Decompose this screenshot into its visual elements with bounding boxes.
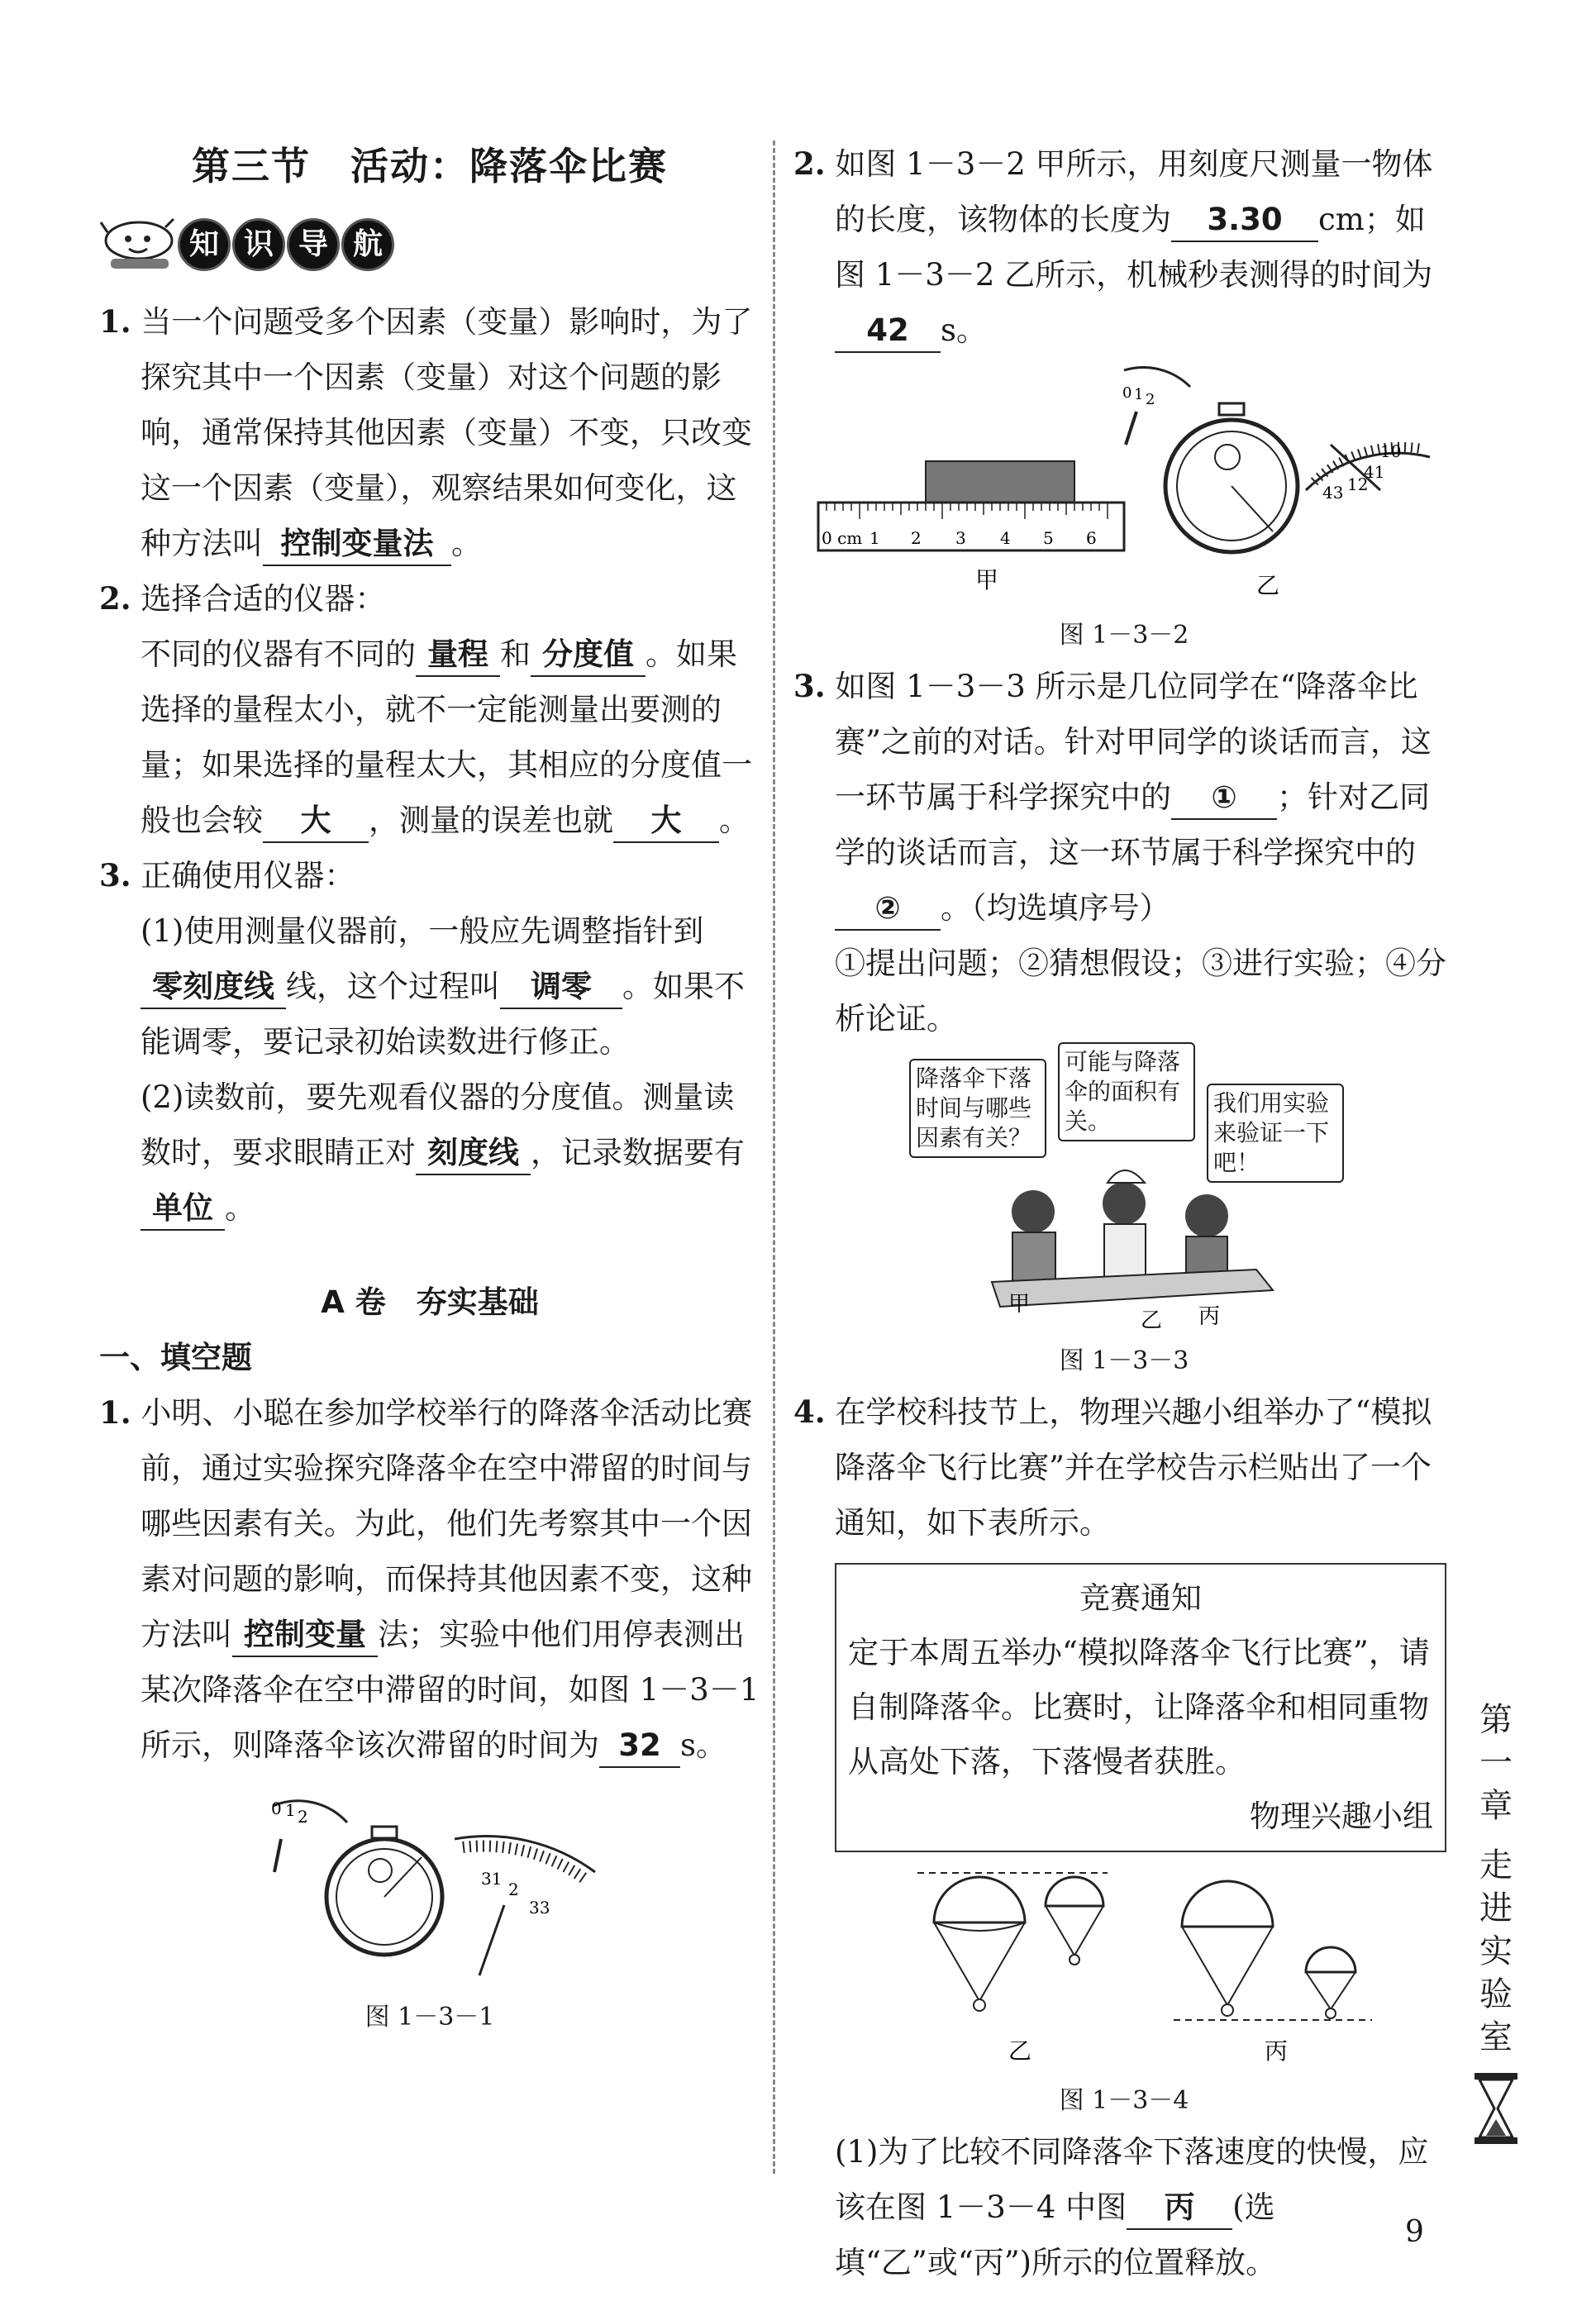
item-text: (1)使用测量仪器前，一般应先调整指针到 (141, 913, 704, 949)
question-number: 2. (793, 145, 826, 182)
item-text: (2)读数前，要先观看仪器的分度值。测量读数时，要求眼睛正对 (141, 1079, 735, 1170)
dial-tick-label: 43 (1322, 483, 1344, 503)
hourglass-icon (1467, 2071, 1525, 2156)
badge-char: 识 (232, 218, 285, 271)
part-1-title: 一、填空题 (99, 1340, 252, 1375)
dial-tick-label: 2 (298, 1807, 308, 1827)
sidebar-char: 走 (1479, 1846, 1513, 1884)
item-text: 当一个问题受多个因素（变量）影响时，为了探究其中一个因素（变量）对这个问题的影响，通常保持其他因素（变量）不变，只改变这一个因素（变量），观察结果如何变化，这种方法叫 (141, 304, 753, 561)
dial-tick-label: 0 (271, 1799, 282, 1818)
item-heading: 正确使用仪器： (141, 858, 355, 893)
question-text: ；针对乙同学的谈话而言，这一环节属于科学探究中的 (835, 779, 1430, 870)
speech-bubble-bing: 我们用实验来验证一下吧！ (1207, 1084, 1344, 1183)
question-3 (793, 659, 1455, 936)
parachute-small-b (1306, 1947, 1355, 2018)
item-text: 不同的仪器有不同的 (141, 636, 416, 672)
parachute-large-b (1182, 1881, 1273, 2016)
dial-tick-label: 2 (508, 1880, 519, 1899)
figure-label: 乙 (1256, 572, 1280, 599)
item-heading: 选择合适的仪器： (141, 581, 386, 617)
answer-blank: 调零 (500, 966, 622, 1009)
item-text: ，记录数据要有 (531, 1135, 745, 1170)
sidebar-char: 室 (1479, 2018, 1513, 2056)
sidebar-char: 第 (1479, 1701, 1513, 1739)
dial-tick-label: 1 (285, 1800, 296, 1820)
answer-blank: 量程 (416, 634, 500, 677)
large-dial (455, 1837, 595, 1975)
figure-label: 丙 (1198, 1304, 1221, 1329)
dial-tick-label: 33 (529, 1898, 550, 1918)
badge-char: 导 (287, 218, 340, 271)
knowledge-item-3-part-1 (99, 903, 760, 1070)
ruler-label: 6 (1086, 528, 1097, 548)
figure-label: 丙 (1265, 2037, 1289, 2065)
ruler-label: 1 (869, 528, 880, 548)
sidebar-char: 一 (1479, 1744, 1513, 1782)
sidebar-char: 章 (1479, 1787, 1513, 1825)
figure-1-3-2 (802, 366, 1446, 606)
ruler-label: 0 cm (822, 528, 863, 548)
question-text: 小明、小聪在参加学校举行的降落伞活动比赛前，通过实验探究降落伞在空中滞留的时间与哪些因素有关。为此，他们先考察其中一个因素对问题的影响，而保持其他因素不变，这种方法叫 (141, 1395, 753, 1652)
ruler-label: 3 (955, 528, 966, 548)
answer-blank: 单位 (141, 1188, 225, 1231)
answer-blank: 零刻度线 (141, 966, 286, 1009)
speech-bubble-jia: 降落伞下落时间与哪些因素有关？ (909, 1059, 1046, 1158)
figure-label: 乙 (1008, 2037, 1032, 2065)
figure-1-3-1 (256, 1789, 603, 1988)
question-4-sub-1 (793, 2124, 1455, 2290)
dial-tick-label: 12 (1347, 474, 1369, 494)
right-column (793, 124, 1455, 2290)
question-text: 如图 1－3－2 甲所示，用刻度尺测量一物体的长度，该物体的长度为 (835, 146, 1433, 237)
question-number: 4. (793, 1394, 826, 1430)
question-text: 。（均选填序号） (941, 890, 1170, 926)
speech-bubble-yi: 可能与降落伞的面积有关。 (1058, 1042, 1195, 1141)
dial-tick-label: 0 (1122, 384, 1132, 402)
question-text: 在学校科技节上，物理兴趣小组举办了“模拟降落伞飞行比赛”并在学校告示栏贴出了一个通知，如下表所示。 (835, 1394, 1432, 1541)
figure-label: 乙 (1141, 1308, 1163, 1332)
page-number: 9 (1405, 2215, 1424, 2249)
ruler-and-stopwatch (802, 366, 1446, 606)
figure-label: 甲 (1008, 1292, 1031, 1317)
answer-blank: 大 (613, 800, 719, 843)
question-4 (793, 1384, 1455, 1551)
question-text: s。 (680, 1727, 727, 1763)
figure-1-3-4 (860, 1865, 1389, 2071)
knowledge-item-3-part-2 (99, 1070, 760, 1236)
item-number: 3. (99, 857, 131, 893)
stopwatch-illustration (256, 1789, 603, 1988)
dial-tick-label: 10 (1380, 441, 1402, 461)
section-title: 第三节 活动：降落伞比赛 (192, 144, 668, 188)
figure-caption: 图 1－3－1 (364, 2003, 495, 2032)
knowledge-item-2-body (99, 627, 760, 848)
stopwatch (326, 1827, 442, 1955)
parachutes-illustration (860, 1865, 1389, 2071)
chapter-sidebar (1467, 1699, 1525, 2156)
question-text: (1)为了比较不同降落伞下落速度的快慢，应该在图 1－3－4 中图 (835, 2134, 1429, 2225)
students-illustration (909, 1059, 1339, 1332)
dial-tick-label: 1 (1134, 386, 1144, 403)
item-text: 和 (500, 636, 531, 672)
answer-blank: 控制变量法 (263, 523, 451, 566)
mascot-icon (99, 216, 178, 274)
competition-notice (835, 1563, 1446, 1852)
answer-blank: 刻度线 (416, 1132, 531, 1175)
left-column (99, 124, 760, 2041)
question-1 (99, 1385, 760, 1773)
sidebar-char: 验 (1479, 1975, 1513, 2013)
answer-blank: ② (835, 888, 941, 931)
knowledge-item-2 (99, 571, 760, 627)
notice-title: 竞赛通知 (1079, 1580, 1202, 1616)
ruler-label: 5 (1043, 528, 1054, 548)
item-number: 2. (99, 580, 131, 617)
item-text: 线，这个过程叫 (286, 969, 500, 1004)
item-text: ，测量的误差也就 (369, 803, 613, 838)
answer-blank: 42 (835, 310, 941, 353)
knowledge-item-1 (99, 294, 760, 571)
question-text: 如图 1－3－3 所示是几位同学在“降落伞比赛”之前的对话。针对甲同学的谈话而言，这一环节属于科学探究中的 (835, 669, 1432, 815)
stopwatch (1122, 368, 1430, 599)
badge-char: 航 (341, 218, 394, 271)
question-text: (选填“乙”或“丙”)所示的位置释放。 (835, 2189, 1277, 2280)
answer-blank: 丙 (1127, 2187, 1232, 2230)
dial-tick-label: 2 (1146, 391, 1155, 408)
question-number: 1. (99, 1394, 131, 1431)
dial-tick-label: 31 (481, 1869, 503, 1889)
answer-blank: ① (1171, 777, 1277, 820)
badge-char: 知 (178, 218, 231, 271)
parachute-large (934, 1877, 1025, 2011)
figure-caption: 图 1－3－4 (1059, 2086, 1189, 2115)
question-3-options: ①提出问题；②猜想假设；③进行实验；④分析论证。 (835, 946, 1446, 1036)
answer-blank: 3.30 (1171, 199, 1318, 242)
question-text: 法；实验中他们用停表测出某次降落伞在空中滞留的时间，如图 1－3－1 所示，则降落伞该次滞留的时间为 (141, 1617, 760, 1763)
figure-1-3-3 (909, 1048, 1339, 1332)
parachute-small (1046, 1877, 1103, 1965)
ruler-label: 4 (1000, 528, 1011, 548)
item-text: 。 (225, 1190, 255, 1226)
knowledge-item-3 (99, 848, 760, 903)
question-number: 3. (793, 668, 826, 704)
question-text: cm；如图 1－3－2 乙所示，机械秒表测得的时间为 (835, 202, 1433, 293)
answer-blank: 32 (599, 1725, 680, 1768)
column-divider (773, 141, 775, 2174)
figure-label: 甲 (975, 566, 999, 593)
item-text: 。如果不能调零，要记录初始读数进行修正。 (141, 969, 745, 1060)
ruler (818, 461, 1124, 593)
figure-caption: 图 1－3－2 (1059, 621, 1189, 650)
dial-tick-label: 41 (1364, 462, 1385, 482)
item-text: 。如果选择的量程太小，就不一定能测量出要测的量；如果选择的量程太大，其相应的分度值一般也会较 (141, 636, 752, 838)
item-number: 1. (99, 303, 131, 340)
sidebar-char: 实 (1479, 1932, 1513, 1970)
small-dial (271, 1799, 347, 1872)
section-a-title: A 卷 夯实基础 (321, 1284, 539, 1320)
ruler-label: 2 (911, 528, 922, 548)
question-2 (793, 136, 1455, 358)
answer-blank: 控制变量 (232, 1614, 378, 1657)
item-text: 。 (451, 526, 482, 561)
answer-blank: 分度值 (531, 634, 646, 677)
knowledge-nav-badge (99, 212, 760, 278)
sidebar-char: 进 (1479, 1889, 1513, 1927)
figure-caption: 图 1－3－3 (1059, 1346, 1189, 1375)
answer-blank: 大 (263, 800, 369, 843)
notice-signature: 物理兴趣小组 (1250, 1799, 1433, 1834)
notice-body: 定于本周五举办“模拟降落伞飞行比赛”，请自制降落伞。比赛时，让降落伞和相同重物从高处下落，下落慢者获胜。 (848, 1635, 1430, 1780)
item-text: 。 (719, 803, 750, 838)
question-text: s。 (941, 312, 987, 348)
